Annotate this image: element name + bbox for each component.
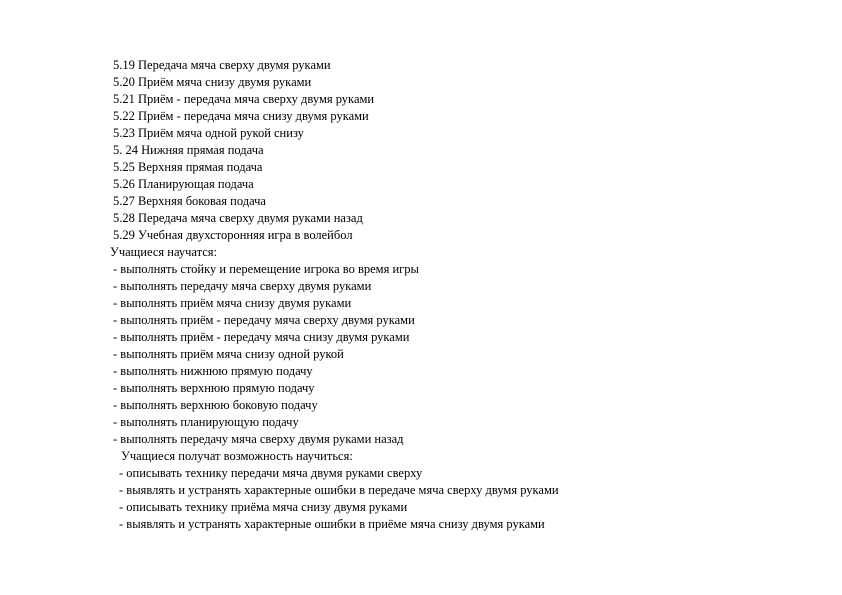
learn-item: - выполнять передачу мяча сверху двумя руками: [113, 279, 372, 293]
learn-item: - выполнять приём мяча снизу двумя руками: [113, 296, 352, 310]
opportunity-item: - описывать технику передачи мяча двумя руками сверху: [119, 466, 423, 480]
learn-item: - выполнять передачу мяча сверху двумя руками назад: [113, 432, 404, 446]
learn-item: - выполнять приём мяча снизу одной рукой: [113, 347, 344, 361]
learn-item: - выполнять верхнюю боковую подачу: [113, 398, 318, 412]
opportunity-item: - выявлять и устранять характерные ошибки в приёме мяча снизу двумя руками: [119, 517, 545, 531]
learn-item: - выполнять приём - передачу мяча сверху двумя руками: [113, 313, 415, 327]
opportunity-heading: Учащиеся получат возможность научиться:: [121, 449, 353, 463]
topic-item: 5.28 Передача мяча сверху двумя руками назад: [113, 211, 363, 225]
opportunity-item: - описывать технику приёма мяча снизу двумя руками: [119, 500, 408, 514]
topic-item: 5.27 Верхняя боковая подача: [113, 194, 266, 208]
learn-heading: Учащиеся научатся:: [110, 245, 218, 259]
topic-item: 5.25 Верхняя прямая подача: [113, 160, 263, 174]
learn-item: - выполнять приём - передачу мяча снизу двумя руками: [113, 330, 410, 344]
topic-item: 5. 24 Нижняя прямая подача: [113, 143, 264, 157]
topic-item: 5.26 Планирующая подача: [113, 177, 254, 191]
learn-item: - выполнять нижнюю прямую подачу: [113, 364, 313, 378]
opportunity-item: - выявлять и устранять характерные ошибки в передаче мяча сверху двумя руками: [119, 483, 559, 497]
topic-item: 5.20 Приём мяча снизу двумя руками: [113, 75, 312, 89]
topic-item: 5.22 Приём - передача мяча снизу двумя руками: [113, 109, 369, 123]
topic-item: 5.23 Приём мяча одной рукой снизу: [113, 126, 304, 140]
learn-item: - выполнять планирующую подачу: [113, 415, 299, 429]
learn-item: - выполнять верхнюю прямую подачу: [113, 381, 315, 395]
topic-item: 5.29 Учебная двухсторонняя игра в волейбол: [113, 228, 353, 242]
topic-item: 5.21 Приём - передача мяча сверху двумя руками: [113, 92, 375, 106]
learn-item: - выполнять стойку и перемещение игрока во время игры: [113, 262, 419, 276]
topic-item: 5.19 Передача мяча сверху двумя руками: [113, 58, 331, 72]
